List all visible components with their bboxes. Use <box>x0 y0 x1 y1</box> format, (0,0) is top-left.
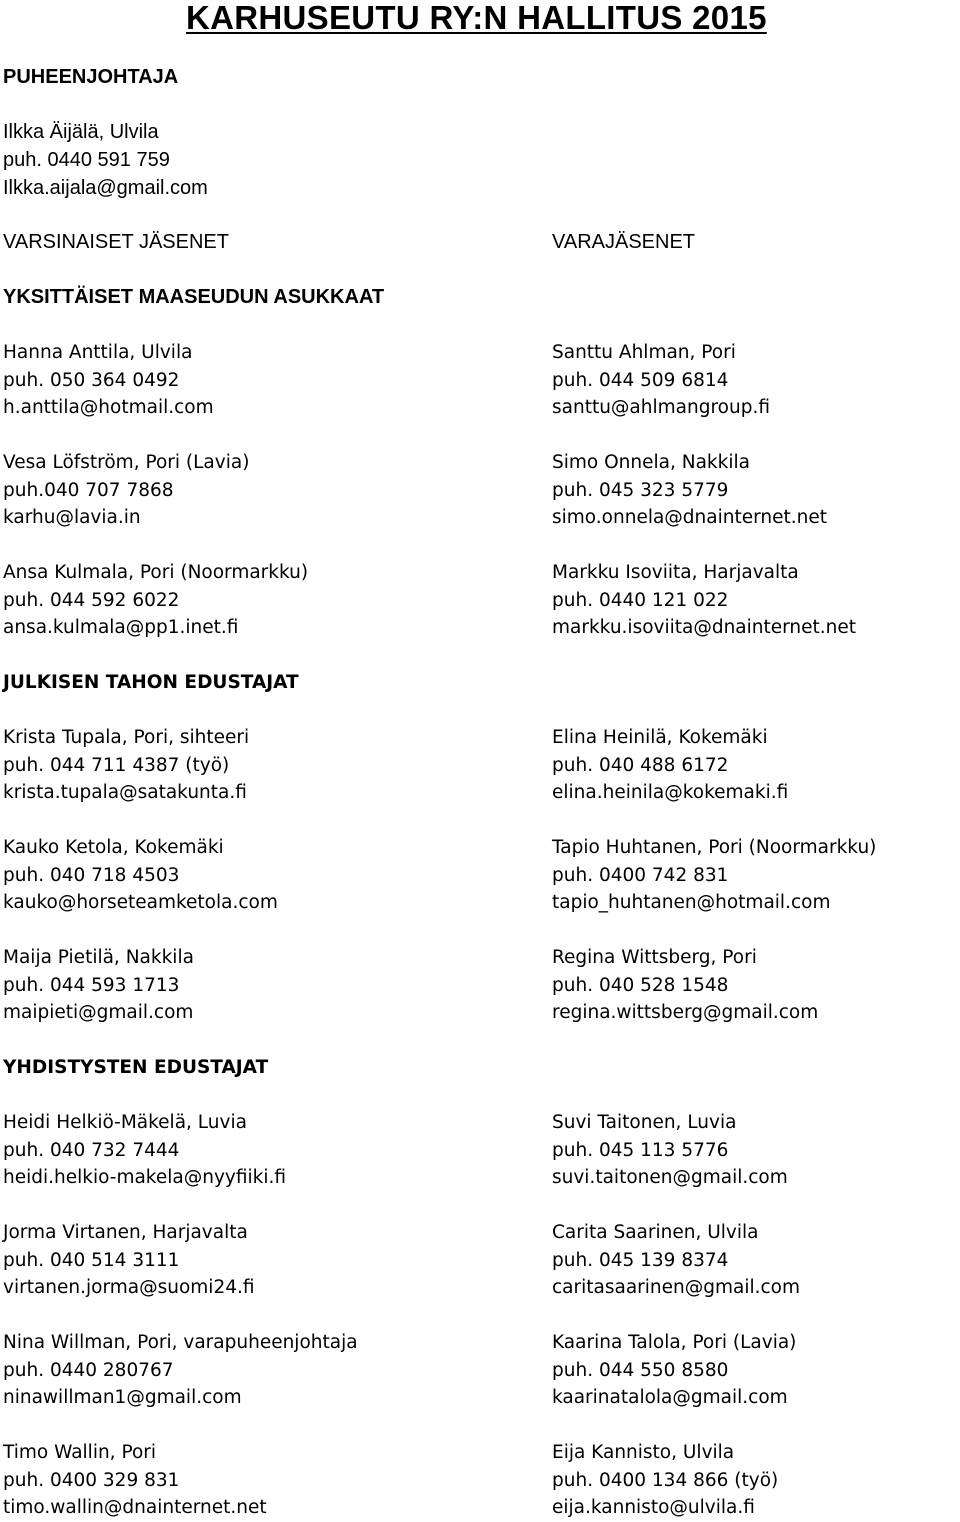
member-contact <box>3 339 214 422</box>
member-email[interactable]: maipieti@gmail.com <box>3 1002 194 1023</box>
member-phone: puh. 044 593 1713 <box>3 974 180 996</box>
deputy-name: Suvi Taitonen, Luvia <box>552 1112 737 1133</box>
member-email[interactable]: virtanen.jorma@suomi24.fi <box>3 1277 255 1298</box>
deputy-email[interactable]: elina.heinila@kokemaki.fi <box>552 782 789 803</box>
deputy-contact <box>552 834 876 917</box>
deputy-phone: puh. 044 550 8580 <box>552 1359 729 1381</box>
deputy-phone: puh. 045 139 8374 <box>552 1249 729 1271</box>
deputy-email[interactable]: markku.isoviita@dnainternet.net <box>552 617 857 638</box>
member-email[interactable]: timo.wallin@dnainternet.net <box>3 1497 267 1518</box>
member-email[interactable]: ansa.kulmala@pp1.inet.fi <box>3 617 239 638</box>
deputy-phone: puh. 0400 134 866 (työ) <box>552 1469 779 1491</box>
deputy-name: Eija Kannisto, Ulvila <box>552 1442 735 1463</box>
deputy-email[interactable]: eija.kannisto@ulvila.fi <box>552 1497 755 1518</box>
deputy-contact <box>552 944 818 1027</box>
deputy-phone: puh. 0440 121 022 <box>552 589 729 611</box>
member-email[interactable]: h.anttila@hotmail.com <box>3 397 214 418</box>
member-phone: puh. 050 364 0492 <box>3 369 180 391</box>
deputy-phone: puh. 040 488 6172 <box>552 754 729 776</box>
deputy-email[interactable]: tapio_huhtanen@hotmail.com <box>552 892 831 913</box>
deputy-contact <box>552 724 788 807</box>
member-name: Jorma Virtanen, Harjavalta <box>3 1222 248 1243</box>
member-contact <box>3 724 249 807</box>
member-name: Hanna Anttila, Ulvila <box>3 342 193 363</box>
member-phone: puh. 040 732 7444 <box>3 1139 180 1161</box>
member-name: Kauko Ketola, Kokemäki <box>3 837 224 858</box>
chair-heading: PUHEENJOHTAJA <box>3 66 179 88</box>
member-name: Nina Willman, Pori, varapuheenjohtaja <box>3 1332 358 1353</box>
member-name: Maija Pietilä, Nakkila <box>3 947 194 968</box>
member-phone: puh. 044 592 6022 <box>3 589 180 611</box>
member-phone: puh.040 707 7868 <box>3 479 174 501</box>
member-name: Ansa Kulmala, Pori (Noormarkku) <box>3 562 309 583</box>
deputy-phone: puh. 040 528 1548 <box>552 974 729 996</box>
member-email[interactable]: krista.tupala@satakunta.fi <box>3 782 247 803</box>
member-phone: puh. 040 718 4503 <box>3 864 180 886</box>
chair-name: Ilkka Äijälä, Ulvila <box>3 121 159 143</box>
deputy-email[interactable]: kaarinatalola@gmail.com <box>552 1387 788 1408</box>
chair-contact <box>3 118 208 202</box>
deputy-name: Carita Saarinen, Ulvila <box>552 1222 759 1243</box>
member-email[interactable]: kauko@horseteamketola.com <box>3 892 278 913</box>
chair-email[interactable]: Ilkka.aijala@gmail.com <box>3 177 208 199</box>
deputy-contact <box>552 339 770 422</box>
deputy-phone: puh. 044 509 6814 <box>552 369 729 391</box>
deputy-email[interactable]: simo.onnela@dnainternet.net <box>552 507 827 528</box>
member-contact <box>3 559 308 642</box>
member-contact <box>3 834 278 917</box>
members-heading: VARSINAISET JÄSENET <box>3 231 229 253</box>
section-heading-public: JULKISEN TAHON EDUSTAJAT <box>3 672 299 693</box>
deputy-email[interactable]: santtu@ahlmangroup.fi <box>552 397 770 418</box>
deputy-name: Elina Heinilä, Kokemäki <box>552 727 768 748</box>
deputy-contact <box>552 1109 788 1192</box>
deputy-name: Santtu Ahlman, Pori <box>552 342 736 363</box>
deputy-contact <box>552 1329 796 1412</box>
deputy-phone: puh. 0400 742 831 <box>552 864 729 886</box>
member-phone: puh. 0440 280767 <box>3 1359 174 1381</box>
deputy-contact <box>552 449 827 532</box>
member-contact <box>3 1439 267 1522</box>
member-phone: puh. 040 514 3111 <box>3 1249 180 1271</box>
section-heading-associations: YHDISTYSTEN EDUSTAJAT <box>3 1057 269 1078</box>
deputy-phone: puh. 045 323 5779 <box>552 479 729 501</box>
member-phone: puh. 0400 329 831 <box>3 1469 180 1491</box>
chair-phone: puh. 0440 591 759 <box>3 149 170 171</box>
member-email[interactable]: ninawillman1@gmail.com <box>3 1387 242 1408</box>
member-contact <box>3 1109 286 1192</box>
member-name: Krista Tupala, Pori, sihteeri <box>3 727 250 748</box>
member-email[interactable]: karhu@lavia.in <box>3 507 141 528</box>
deputy-phone: puh. 045 113 5776 <box>552 1139 729 1161</box>
deputies-heading: VARAJÄSENET <box>552 231 695 253</box>
member-contact <box>3 1329 358 1412</box>
member-contact <box>3 449 249 532</box>
member-name: Vesa Löfström, Pori (Lavia) <box>3 452 250 473</box>
deputy-name: Kaarina Talola, Pori (Lavia) <box>552 1332 797 1353</box>
member-email[interactable]: heidi.helkio-makela@nyyfiiki.fi <box>3 1167 287 1188</box>
deputy-email[interactable]: suvi.taitonen@gmail.com <box>552 1167 788 1188</box>
deputy-email[interactable]: regina.wittsberg@gmail.com <box>552 1002 819 1023</box>
deputy-contact <box>552 1219 800 1302</box>
deputy-name: Tapio Huhtanen, Pori (Noormarkku) <box>552 837 877 858</box>
deputy-contact <box>552 1439 778 1522</box>
member-name: Timo Wallin, Pori <box>3 1442 157 1463</box>
member-contact <box>3 1219 255 1302</box>
section-heading-residents: YKSITTÄISET MAASEUDUN ASUKKAAT <box>3 286 385 308</box>
member-phone: puh. 044 711 4387 (työ) <box>3 754 230 776</box>
deputy-contact <box>552 559 856 642</box>
member-contact <box>3 944 194 1027</box>
deputy-name: Markku Isoviita, Harjavalta <box>552 562 799 583</box>
deputy-name: Regina Wittsberg, Pori <box>552 947 757 968</box>
deputy-name: Simo Onnela, Nakkila <box>552 452 750 473</box>
document-title: KARHUSEUTU RY:N HALLITUS 2015 <box>186 0 767 36</box>
deputy-email[interactable]: caritasaarinen@gmail.com <box>552 1277 801 1298</box>
member-name: Heidi Helkiö-Mäkelä, Luvia <box>3 1112 247 1133</box>
